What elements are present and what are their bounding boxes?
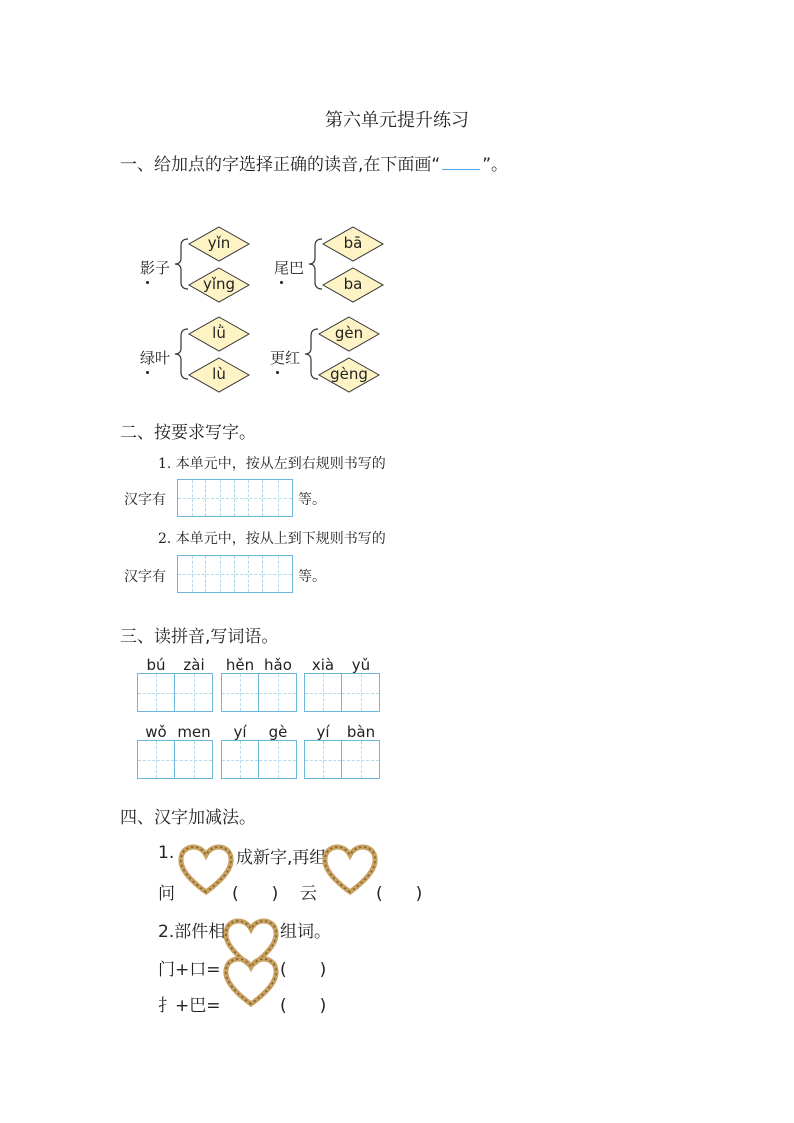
section4-q1-label-b: 成新字,再组	[236, 848, 327, 868]
tianzige-grid	[304, 740, 380, 779]
word-3	[270, 347, 300, 368]
pinyin-text: gèng	[330, 365, 368, 383]
section1-heading-text: 一、给加点的字选择正确的读音,在下面画“	[120, 155, 441, 175]
write-cell[interactable]	[259, 674, 296, 711]
dotted-char: 尾	[274, 259, 290, 277]
section2-heading: 二、按要求写字。	[120, 423, 256, 443]
section3-heading: 三、读拼音,写词语。	[120, 627, 279, 647]
word-rest: 巴	[289, 259, 305, 277]
pinyin-syllable: wǒ	[145, 723, 167, 741]
write-cell[interactable]	[178, 480, 206, 516]
write-cell[interactable]	[175, 741, 212, 778]
word-rest: 叶	[155, 349, 171, 367]
section2-q1-prefix: 汉字有	[124, 492, 166, 508]
section4-q2-eq2: 扌+巴=	[158, 996, 221, 1016]
section2-q2-text: 2. 本单元中，按从上到下规则书写的	[158, 531, 386, 547]
word-rest: 红	[285, 349, 301, 367]
pinyin-option[interactable]	[188, 226, 250, 262]
pinyin-syllable: zài	[183, 656, 205, 674]
dotted-char: 影	[140, 259, 156, 277]
answer-paren[interactable]: ( )	[376, 884, 431, 904]
section4-heading: 四、汉字加减法。	[120, 808, 256, 828]
pinyin-text: yǐng	[202, 275, 236, 293]
pinyin-syllable: gè	[268, 723, 288, 741]
write-cell[interactable]	[206, 556, 234, 592]
write-cell[interactable]	[222, 674, 259, 711]
word-2	[140, 347, 170, 368]
section2-q1-grid	[177, 479, 293, 517]
pinyin-option[interactable]	[188, 357, 250, 393]
section2-q1-suffix: 等。	[298, 492, 326, 508]
tianzige-grid	[304, 673, 380, 712]
pinyin-syllable: bú	[146, 656, 166, 674]
pinyin-syllable: hěn	[225, 656, 255, 674]
section4-q2-label-b: 组词。	[280, 922, 331, 942]
write-cell[interactable]	[175, 674, 212, 711]
pinyin-syllable: men	[177, 723, 211, 741]
tianzige-grid	[221, 740, 297, 779]
word-rest: 子	[155, 259, 171, 277]
write-cell[interactable]	[342, 741, 379, 778]
pinyin-text: bā	[343, 234, 363, 252]
pinyin-option[interactable]	[318, 357, 380, 393]
write-cell[interactable]	[259, 741, 296, 778]
word-1	[274, 257, 304, 278]
heart-icon	[221, 954, 281, 1008]
word-0	[140, 257, 170, 278]
section2-q2-prefix: 汉字有	[124, 569, 166, 585]
write-cell[interactable]	[235, 556, 263, 592]
section4-q1-char2: 云	[300, 884, 317, 904]
pinyin-text: yǐn	[207, 234, 231, 252]
pinyin-option[interactable]	[322, 226, 384, 262]
tianzige-grid	[137, 673, 213, 712]
underline-sample	[442, 155, 480, 170]
answer-paren[interactable]: ( )	[280, 996, 335, 1016]
pinyin-syllable: hǎo	[264, 656, 292, 674]
dotted-char: 绿	[140, 349, 156, 367]
section1-heading-suffix: ”。	[482, 155, 509, 175]
section2-q1-text: 1. 本单元中，按从左到右规则书写的	[158, 456, 386, 472]
pinyin-text: lù	[212, 365, 226, 383]
answer-paren[interactable]: ( )	[280, 960, 335, 980]
answer-paren[interactable]: ( )	[232, 884, 287, 904]
section2-q2-grid	[177, 555, 293, 593]
write-cell[interactable]	[305, 741, 342, 778]
write-cell[interactable]	[305, 674, 342, 711]
pinyin-syllable: xià	[311, 656, 335, 674]
heart-icon	[176, 842, 236, 896]
write-cell[interactable]	[263, 556, 292, 592]
dotted-char: 更	[270, 349, 286, 367]
write-cell[interactable]	[342, 674, 379, 711]
write-cell[interactable]	[138, 674, 175, 711]
heart-icon	[320, 842, 380, 896]
page-title: 第六单元提升练习	[325, 110, 469, 131]
write-cell[interactable]	[138, 741, 175, 778]
pinyin-text: lǜ	[212, 324, 226, 342]
pinyin-option[interactable]	[188, 267, 250, 303]
tianzige-grid	[221, 673, 297, 712]
pinyin-option[interactable]	[322, 267, 384, 303]
section4-q2-eq1: 门+口=	[158, 960, 221, 980]
section4-q1-char1: 问	[158, 884, 175, 904]
write-cell[interactable]	[222, 741, 259, 778]
write-cell[interactable]	[178, 556, 206, 592]
pinyin-syllable: yí	[316, 723, 330, 741]
pinyin-option[interactable]	[318, 316, 380, 352]
section4-q1-label-a: 1.	[158, 843, 175, 863]
pinyin-text: ba	[343, 275, 363, 293]
write-cell[interactable]	[235, 480, 263, 516]
section1-heading	[120, 150, 508, 175]
pinyin-option[interactable]	[188, 316, 250, 352]
pinyin-syllable: yí	[233, 723, 247, 741]
tianzige-grid	[137, 740, 213, 779]
section2-q2-suffix: 等。	[298, 569, 326, 585]
section4-q2-label-a: 2.部件相	[158, 922, 226, 942]
pinyin-syllable: yǔ	[351, 656, 371, 674]
pinyin-text: gèn	[334, 324, 364, 342]
write-cell[interactable]	[206, 480, 234, 516]
pinyin-syllable: bàn	[346, 723, 376, 741]
write-cell[interactable]	[263, 480, 292, 516]
